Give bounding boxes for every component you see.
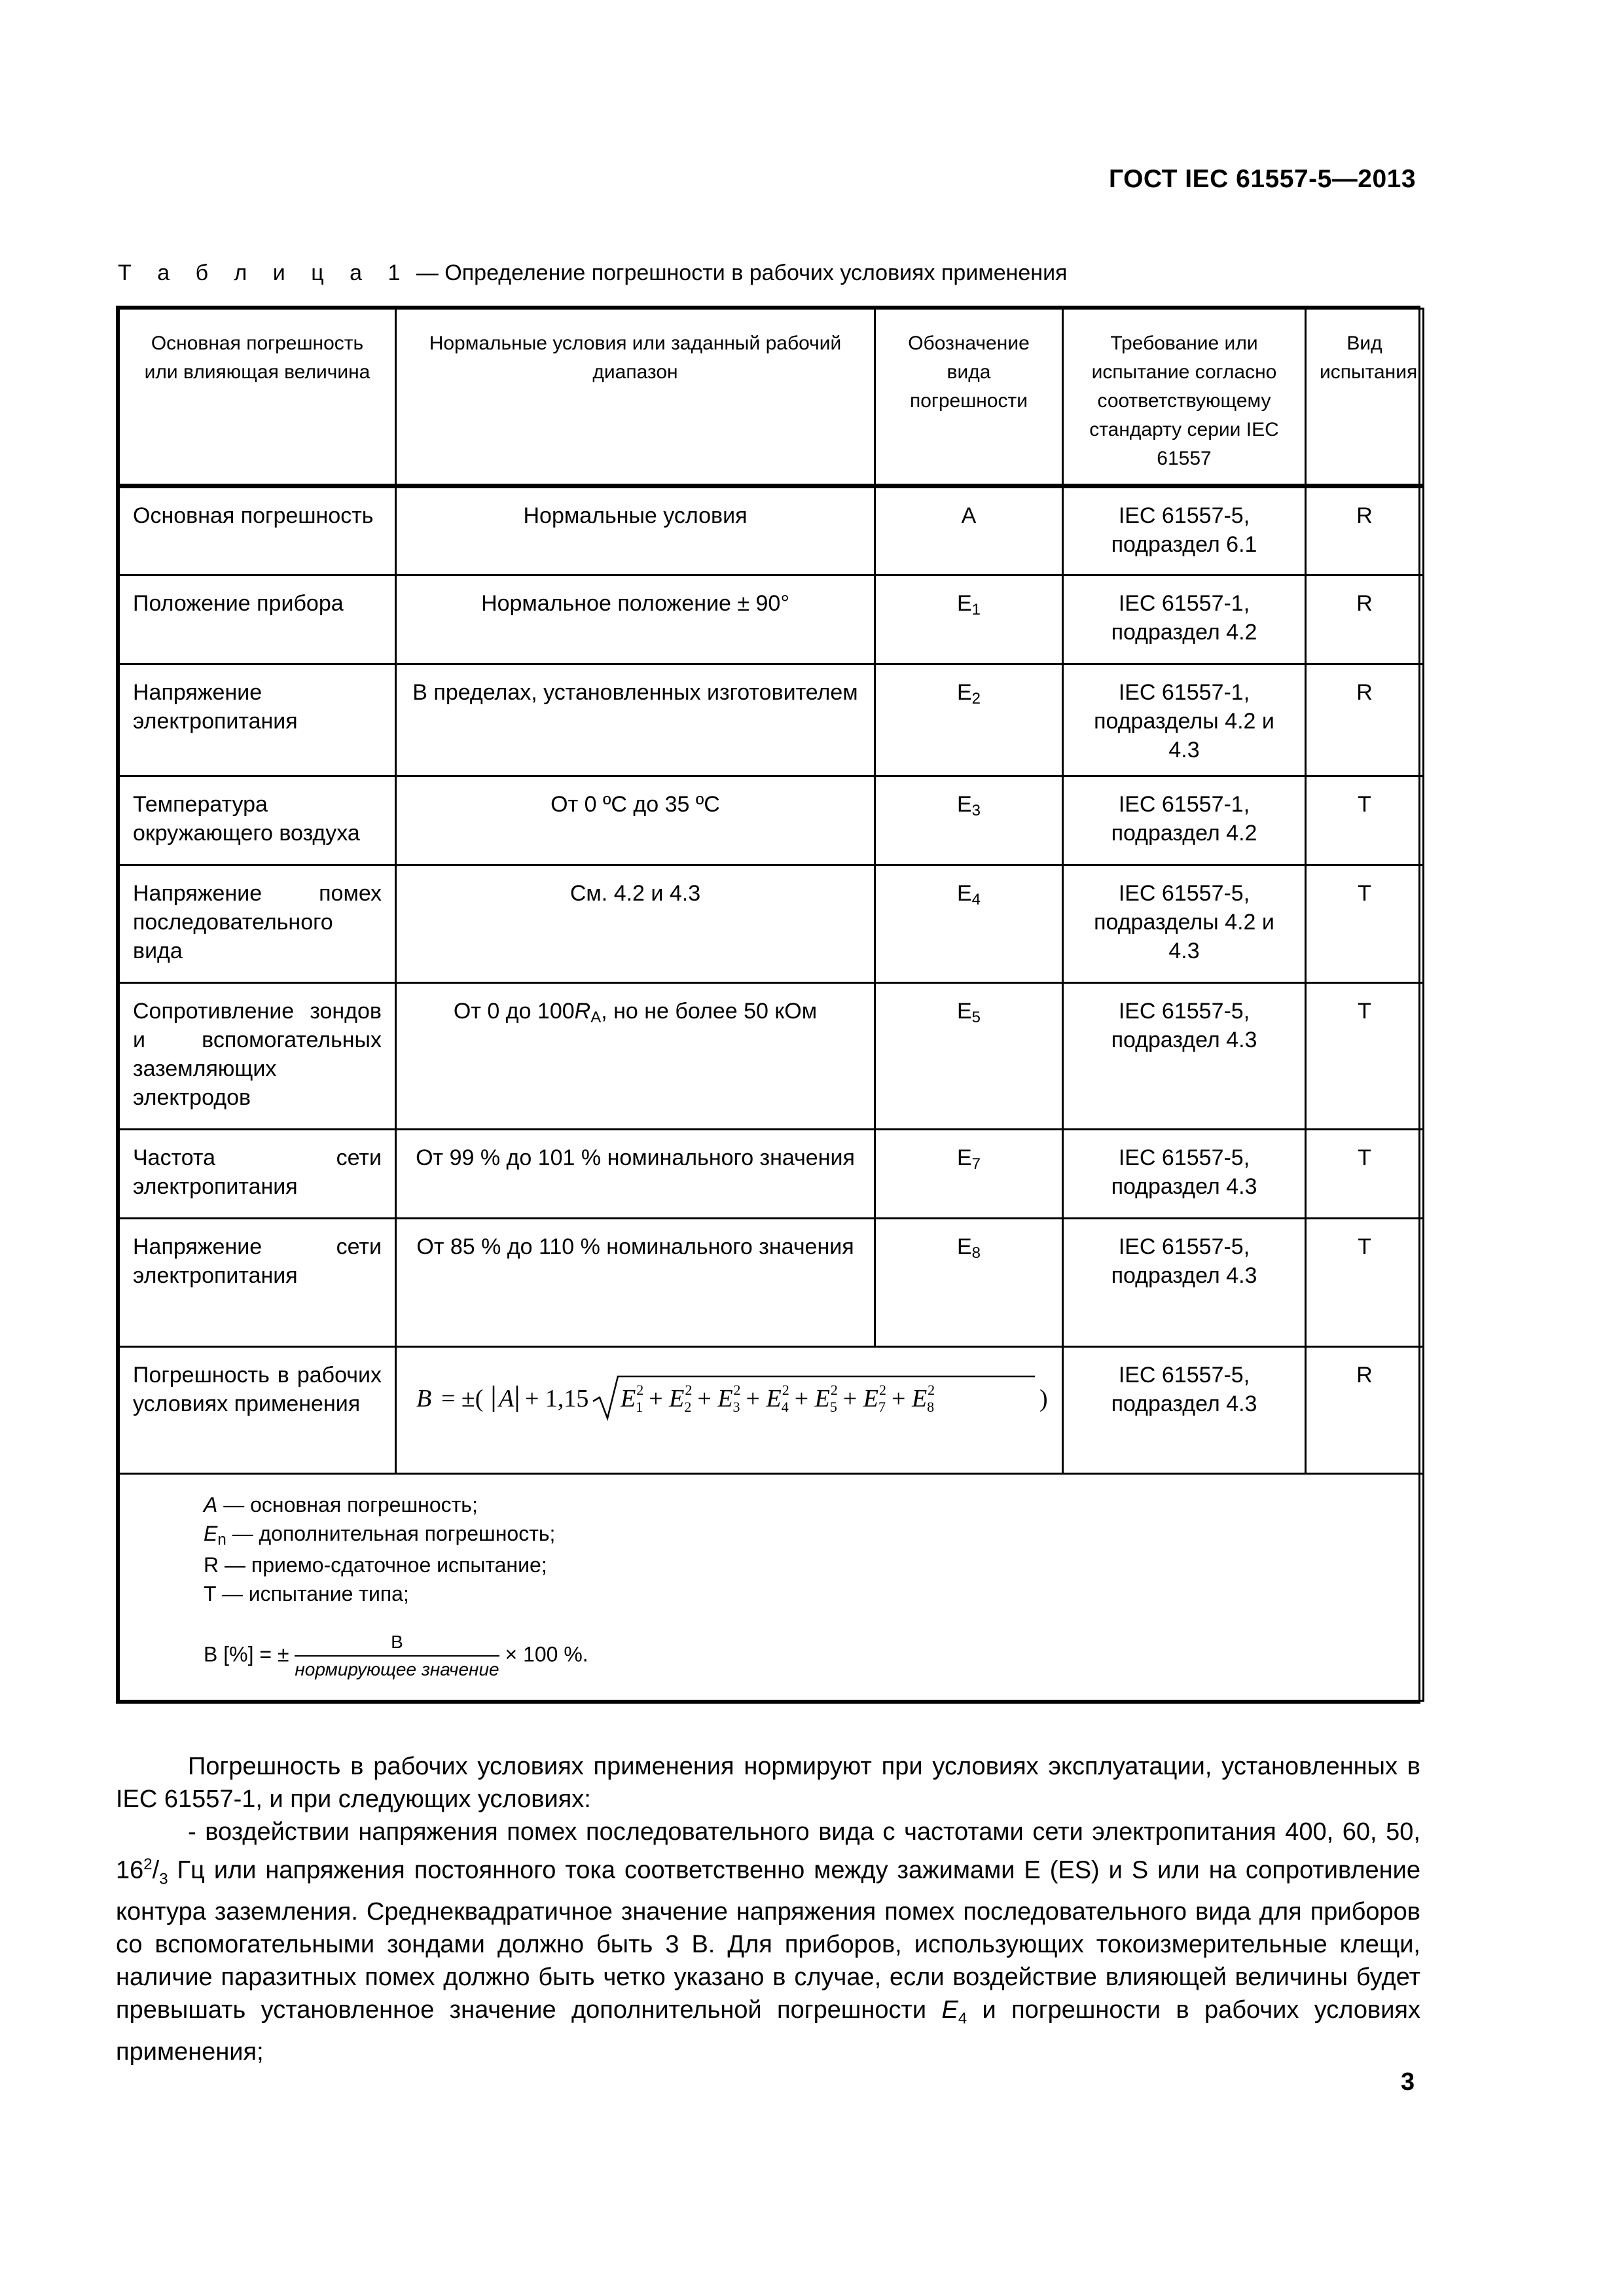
cell-formula — [396, 1347, 1063, 1474]
symbol-subscript: 4 — [971, 891, 981, 908]
cell-test-type: R — [1306, 664, 1424, 776]
cell-symbol — [875, 776, 1063, 865]
legend-subscript: n — [217, 1531, 226, 1549]
symbol-subscript: 2 — [971, 690, 981, 708]
cell-conditions: В пределах, установленных изготовителем — [396, 664, 875, 776]
page-number: 3 — [1401, 2068, 1415, 2096]
fraction-numerator: B — [295, 1630, 499, 1657]
table-caption-label: Т а б л и ц а 1 — [118, 260, 410, 285]
cell-symbol — [875, 486, 1063, 575]
formula-terms: $E_12 + E_22 + E_32 + E_42 + E_52 + E_72 + E_82$ — [621, 1382, 935, 1415]
table-row — [119, 776, 1424, 865]
paragraph-text: Гц или напряжения постоянного тока соответственно между зажимами E (ES) и S или на сопротивление контура заземления. Среднеквадратичное значение напряжения помех последовательного вида для приборов со вспомогательными зондами должно быть 3 В. Для приборов, использующих токоизмерительные клещи, наличие паразитных помех должно быть четко указано в случае, если воздействие влияющей величины будет превышать установленное значение дополнительной погрешности — [116, 1856, 1420, 2024]
table-caption-text: — Определение погрешности в рабочих условиях применения — [410, 260, 1068, 285]
symbol: E — [956, 1145, 972, 1170]
symbol: E — [956, 591, 972, 616]
table-row — [119, 1347, 1424, 1474]
formula-A: A — [499, 1385, 514, 1412]
conditions-text: , но не более 50 кОм — [601, 999, 818, 1024]
legend-item — [204, 1490, 1422, 1519]
fraction-superscript: 2 — [143, 1856, 153, 1873]
document-id: ГОСТ IEC 61557-5—2013 — [1109, 165, 1416, 193]
cell-requirement: IEC 61557-5, подраздел 4.3 — [1063, 1347, 1306, 1474]
symbol: A — [961, 503, 977, 528]
formula-close-paren: ) — [1039, 1385, 1048, 1412]
cell-requirement: IEC 61557-5, подраздел 4.3 — [1063, 1130, 1306, 1219]
symbol: E — [956, 680, 972, 705]
percent-formula-lhs: B [%] = ± — [204, 1642, 289, 1666]
cell-conditions: Нормальное положение ± 90° — [396, 575, 875, 664]
formula-equals: = ±( — [441, 1385, 484, 1412]
legend-item — [204, 1579, 1422, 1608]
cell-symbol — [875, 1219, 1063, 1347]
cell-requirement: IEC 61557-1, подразделы 4.2 и 4.3 — [1063, 664, 1306, 776]
legend-symbol: R — [204, 1553, 219, 1577]
cell-test-type: R — [1306, 486, 1424, 575]
variable: E — [941, 1996, 958, 2024]
table-caption — [118, 260, 1067, 286]
cell-conditions — [396, 983, 875, 1130]
cell-requirement: IEC 61557-5, подраздел 6.1 — [1063, 486, 1306, 575]
variable-subscript: A — [590, 1009, 602, 1026]
header-quantity: Основная погрешность или влияющая величина — [119, 309, 396, 486]
percent-formula-fraction — [295, 1630, 499, 1681]
table-row — [119, 664, 1424, 776]
error-table — [116, 306, 1420, 1704]
legend-row — [119, 1474, 1424, 1701]
cell-symbol — [875, 983, 1063, 1130]
cell-requirement: IEC 61557-1, подраздел 4.2 — [1063, 776, 1306, 865]
cell-symbol — [875, 865, 1063, 983]
cell-quantity: Частота сети электропитания — [119, 1130, 396, 1219]
cell-symbol — [875, 575, 1063, 664]
error-formula — [410, 1365, 1064, 1430]
cell-quantity: Температура окружающего воздуха — [119, 776, 396, 865]
cell-test-type: T — [1306, 1219, 1424, 1347]
fraction-denominator: нормирующее значение — [295, 1659, 499, 1679]
symbol-subscript: 3 — [971, 802, 981, 819]
legend-item — [204, 1551, 1422, 1579]
cell-test-type: R — [1306, 575, 1424, 664]
formula-coef: + 1,15 — [525, 1385, 589, 1412]
table-row — [119, 983, 1424, 1130]
cell-quantity: Погрешность в рабочих условиях применения — [119, 1347, 396, 1474]
symbol-subscript: 5 — [971, 1009, 981, 1026]
cell-quantity: Основная погрешность — [119, 486, 396, 575]
legend-text: — испытание типа; — [215, 1582, 409, 1605]
cell-requirement: IEC 61557-1, подраздел 4.2 — [1063, 575, 1306, 664]
variable-subscript: 4 — [958, 2009, 967, 2028]
paragraph-text: - воздействии напряжения помех последовательного вида с частотами сети электропитания 400, 60, 50, 16 — [116, 1818, 1420, 1884]
cell-symbol — [875, 1130, 1063, 1219]
body-text — [116, 1750, 1420, 2068]
legend-text: — дополнительная погрешность; — [226, 1522, 556, 1545]
symbol: E — [956, 881, 972, 906]
cell-quantity: Напряжение сети электропитания — [119, 1219, 396, 1347]
table-row — [119, 1130, 1424, 1219]
symbol: E — [956, 1234, 972, 1259]
fraction-subscript: 3 — [159, 1870, 168, 1888]
legend-symbol: A — [204, 1493, 218, 1516]
legend-item — [204, 1519, 1422, 1551]
cell-conditions: От 0 ºС до 35 ºС — [396, 776, 875, 865]
cell-quantity: Напряжение помех последовательного вида — [119, 865, 396, 983]
paragraph-text: и погрешности в рабочих условиях применения; — [116, 1996, 1421, 2066]
symbol-subscript: 1 — [971, 601, 981, 619]
legend-text: — основная погрешность; — [217, 1493, 478, 1516]
variable: R — [574, 999, 591, 1024]
symbol: E — [956, 999, 972, 1024]
cell-quantity: Напряжение электропитания — [119, 664, 396, 776]
cell-requirement: IEC 61557-5, подраздел 4.3 — [1063, 983, 1306, 1130]
cell-conditions: От 99 % до 101 % номинального значения — [396, 1130, 875, 1219]
header-requirement: Требование или испытание согласно соответствующему стандарту серии IEC 61557 — [1063, 309, 1306, 486]
legend-symbol: T — [204, 1582, 216, 1605]
header-test-type: Вид испытания — [1306, 309, 1424, 486]
conditions-text: От 0 до 100 — [453, 999, 575, 1024]
symbol-subscript: 7 — [971, 1155, 981, 1173]
cell-test-type: T — [1306, 776, 1424, 865]
legend-symbol: E — [204, 1522, 218, 1545]
symbol-subscript: 8 — [971, 1244, 981, 1262]
formula-B: B — [416, 1385, 432, 1412]
paragraph: Погрешность в рабочих условиях применения нормируют при условиях эксплуатации, установленных в IEC 61557-1, и при следующих условиях: — [116, 1753, 1420, 1813]
table-row — [119, 486, 1424, 575]
cell-test-type: R — [1306, 1347, 1424, 1474]
cell-requirement: IEC 61557-5, подраздел 4.3 — [1063, 1219, 1306, 1347]
cell-conditions: Нормальные условия — [396, 486, 875, 575]
cell-test-type: T — [1306, 1130, 1424, 1219]
cell-conditions: См. 4.2 и 4.3 — [396, 865, 875, 983]
cell-conditions: От 85 % до 110 % номинального значения — [396, 1219, 875, 1347]
table-row — [119, 575, 1424, 664]
percent-formula-rhs: × 100 %. — [505, 1642, 588, 1666]
legend-text: — приемо-сдаточное испытание; — [219, 1553, 547, 1577]
symbol: E — [956, 792, 972, 817]
table-legend — [119, 1474, 1424, 1701]
list-paragraph: - воздействии напряжения помех последовательного вида с частотами сети электропитания 400, 60, 50, $16^2/_3$ Гц или напряжения постоянного тока соответственно между зажимами E (ES) и S или на сопротивление контура заземления. Среднеквадратичное значение напряжения помех последовательного вида для приборов со вспомогательными зондами должно быть 3 В. Для приборов, использующих токоизмерительные клещи, наличие паразитных помех должно быть четко указано в случае, если воздействие влияющей величины будет превышать установленное значение дополнительной погрешности $E_4$ и погрешности в рабочих условиях применения; — [116, 1818, 1421, 2066]
cell-test-type: T — [1306, 983, 1424, 1130]
cell-symbol — [875, 664, 1063, 776]
cell-requirement: IEC 61557-5, подразделы 4.2 и 4.3 — [1063, 865, 1306, 983]
percent-formula — [204, 1630, 1422, 1681]
table-header-row — [119, 309, 1424, 486]
table-row — [119, 865, 1424, 983]
cell-quantity: Сопротивление зондов и вспомогательных заземляющих электродов — [119, 983, 396, 1130]
cell-quantity: Положение прибора — [119, 575, 396, 664]
cell-test-type: T — [1306, 865, 1424, 983]
header-symbol: Обозначение вида погрешности — [875, 309, 1063, 486]
table-row — [119, 1219, 1424, 1347]
header-conditions: Нормальные условия или заданный рабочий диапазон — [396, 309, 875, 486]
